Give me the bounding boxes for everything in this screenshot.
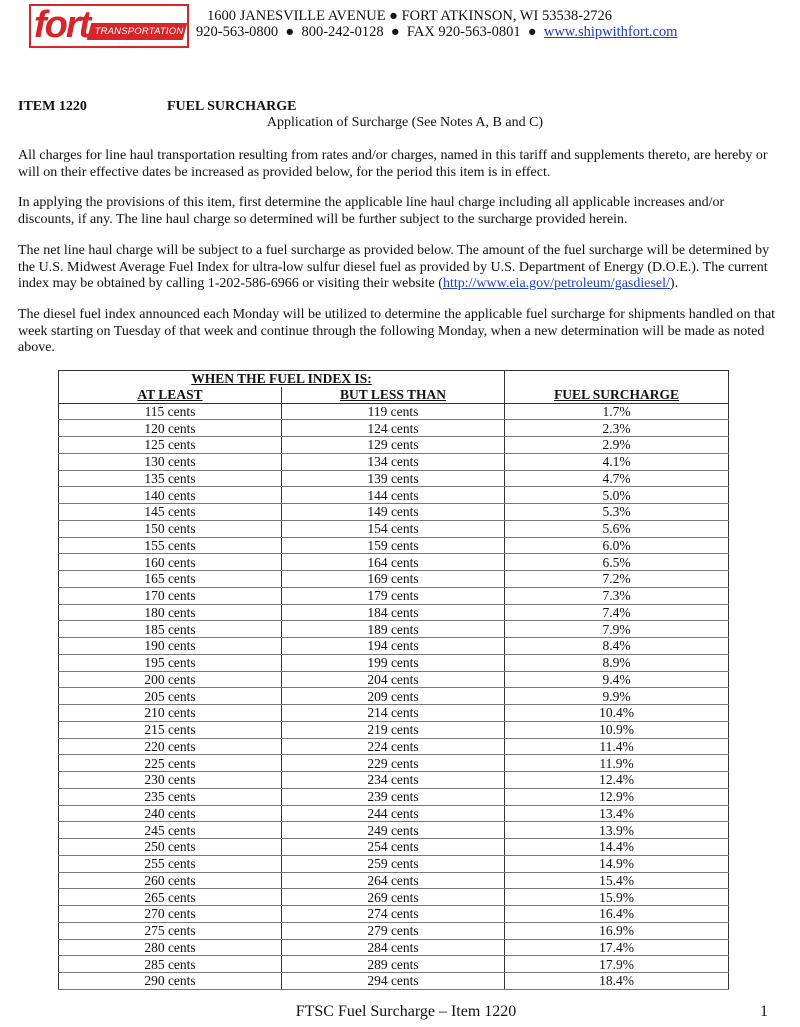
fuel-surcharge-cell: 16.9%	[505, 922, 729, 939]
but-less-than-cell: 269 cents	[282, 889, 505, 906]
table-row	[59, 705, 729, 722]
at-least-cell: 185 cents	[59, 621, 282, 638]
table-row	[59, 487, 729, 504]
paragraph-applying: In applying the provisions of this item, first determine the applicable line haul charge including all applicable increases and/or discounts, if any. The line haul charge so determined will be further subject to the surcharge provided herein.	[18, 195, 725, 227]
but-less-than-cell: 119 cents	[282, 403, 505, 420]
but-less-than-cell: 199 cents	[282, 654, 505, 671]
table-row	[59, 571, 729, 588]
but-less-than-cell: 159 cents	[282, 537, 505, 554]
but-less-than-cell: 164 cents	[282, 554, 505, 571]
but-less-than-cell: 279 cents	[282, 922, 505, 939]
fuel-surcharge-cell: 6.5%	[505, 554, 729, 571]
at-least-cell: 160 cents	[59, 554, 282, 571]
fax-number: FAX 920-563-0801	[406, 24, 521, 40]
but-less-than-cell: 149 cents	[282, 504, 505, 521]
at-least-cell: 120 cents	[59, 420, 282, 437]
column-header-fuel-surcharge: FUEL SURCHARGE	[505, 387, 729, 403]
but-less-than-cell: 204 cents	[282, 671, 505, 688]
table-row	[59, 520, 729, 537]
but-less-than-cell: 194 cents	[282, 638, 505, 655]
paragraph-net-line-haul-text: The net line haul charge will be subject to a fuel surcharge as provided below. The amount of the fuel surcharge will be determined by the U.S. Midwest Average Fuel Index for ultra-low sulfur diesel fuel as provided by U.S. Department of Energy (D.O.E.). The current index may be obtained by calling 1-202-586-6966 or visiting their website (	[18, 243, 770, 291]
fuel-surcharge-cell: 8.9%	[505, 654, 729, 671]
column-header-at-least: AT LEAST	[59, 387, 282, 403]
but-less-than-cell: 294 cents	[282, 973, 505, 990]
table-row	[59, 788, 729, 805]
fuel-surcharge-cell: 17.9%	[505, 956, 729, 973]
fuel-surcharge-cell: 1.7%	[505, 403, 729, 420]
table-row	[59, 671, 729, 688]
table-row	[59, 654, 729, 671]
table-row	[59, 956, 729, 973]
table-row	[59, 755, 729, 772]
fuel-surcharge-cell: 7.4%	[505, 604, 729, 621]
but-less-than-cell: 154 cents	[282, 520, 505, 537]
table-body	[59, 403, 729, 989]
fuel-surcharge-cell: 13.9%	[505, 822, 729, 839]
but-less-than-cell: 274 cents	[282, 906, 505, 923]
item-number: ITEM 1220	[18, 99, 87, 114]
fuel-surcharge-cell: 15.4%	[505, 872, 729, 889]
fuel-surcharge-cell: 5.3%	[505, 504, 729, 521]
but-less-than-cell: 254 cents	[282, 839, 505, 856]
at-least-cell: 190 cents	[59, 638, 282, 655]
at-least-cell: 145 cents	[59, 504, 282, 521]
at-least-cell: 290 cents	[59, 973, 282, 990]
at-least-cell: 220 cents	[59, 738, 282, 755]
paragraph-net-line-haul	[18, 243, 782, 293]
group-header-empty	[505, 371, 729, 387]
table-row	[59, 537, 729, 554]
fuel-surcharge-cell: 18.4%	[505, 973, 729, 990]
fuel-surcharge-cell: 13.4%	[505, 805, 729, 822]
table-row	[59, 822, 729, 839]
eia-website-link[interactable]: http://www.eia.gov/petroleum/gasdiesel/	[442, 276, 670, 291]
at-least-cell: 200 cents	[59, 671, 282, 688]
at-least-cell: 235 cents	[59, 788, 282, 805]
but-less-than-cell: 139 cents	[282, 470, 505, 487]
fuel-surcharge-cell: 15.9%	[505, 889, 729, 906]
fuel-surcharge-cell: 7.9%	[505, 621, 729, 638]
group-header: WHEN THE FUEL INDEX IS:	[59, 371, 505, 387]
but-less-than-cell: 264 cents	[282, 872, 505, 889]
fuel-surcharge-cell: 8.4%	[505, 638, 729, 655]
at-least-cell: 150 cents	[59, 520, 282, 537]
table-row	[59, 889, 729, 906]
tollfree-number: 800-242-0128	[301, 24, 384, 40]
table-row	[59, 403, 729, 420]
at-least-cell: 225 cents	[59, 755, 282, 772]
table-row	[59, 437, 729, 454]
table-row	[59, 922, 729, 939]
table-row	[59, 906, 729, 923]
fuel-surcharge-cell: 9.4%	[505, 671, 729, 688]
table-row	[59, 839, 729, 856]
table-row	[59, 420, 729, 437]
table-row	[59, 604, 729, 621]
table-row	[59, 638, 729, 655]
table-row	[59, 973, 729, 990]
logo-wordmark: fort	[34, 4, 90, 46]
table-row	[59, 554, 729, 571]
header-contact: 920-563-0800 ● 800-242-0128 ● FAX 920-563-0801 ● www.shipwithfort.com	[196, 24, 678, 40]
fuel-surcharge-table	[58, 370, 729, 990]
item-title: FUEL SURCHARGE	[167, 99, 297, 114]
fuel-surcharge-cell: 11.9%	[505, 755, 729, 772]
fuel-surcharge-cell: 16.4%	[505, 906, 729, 923]
logo-subtitle: TRANSPORTATION	[94, 26, 184, 37]
table-row	[59, 738, 729, 755]
paragraph-diesel-index: The diesel fuel index announced each Monday will be utilized to determine the applicable fuel surcharge for shipments handled on that week starting on Tuesday of that week and continue through the following Monday, when a new determination will be made as noted above.	[18, 307, 776, 355]
at-least-cell: 180 cents	[59, 604, 282, 621]
table-row	[59, 721, 729, 738]
table-row	[59, 855, 729, 872]
at-least-cell: 215 cents	[59, 721, 282, 738]
paragraph-charges: All charges for line haul transportation resulting from rates and/or charges, named in this tariff and supplements thereto, are hereby or will on their effective dates be increased as provided below, for the period this item is in effect.	[18, 148, 768, 180]
paragraph-net-line-haul-end: ).	[669, 276, 679, 291]
fuel-surcharge-cell: 9.9%	[505, 688, 729, 705]
fuel-surcharge-cell: 7.3%	[505, 587, 729, 604]
at-least-cell: 155 cents	[59, 537, 282, 554]
at-least-cell: 195 cents	[59, 654, 282, 671]
at-least-cell: 170 cents	[59, 587, 282, 604]
table-row	[59, 939, 729, 956]
but-less-than-cell: 169 cents	[282, 571, 505, 588]
table-row	[59, 805, 729, 822]
table-row	[59, 772, 729, 789]
at-least-cell: 270 cents	[59, 906, 282, 923]
header-address: 1600 JANESVILLE AVENUE ● FORT ATKINSON, WI 53538-2726	[207, 8, 613, 24]
but-less-than-cell: 229 cents	[282, 755, 505, 772]
fuel-surcharge-cell: 14.9%	[505, 855, 729, 872]
at-least-cell: 250 cents	[59, 839, 282, 856]
fuel-surcharge-cell: 6.0%	[505, 537, 729, 554]
but-less-than-cell: 144 cents	[282, 487, 505, 504]
table-row	[59, 688, 729, 705]
at-least-cell: 230 cents	[59, 772, 282, 789]
but-less-than-cell: 234 cents	[282, 772, 505, 789]
but-less-than-cell: 239 cents	[282, 788, 505, 805]
table-row	[59, 621, 729, 638]
website-link[interactable]: www.shipwithfort.com	[543, 24, 678, 40]
phone-number: 920-563-0800	[196, 24, 279, 40]
fuel-surcharge-cell: 10.4%	[505, 705, 729, 722]
at-least-cell: 165 cents	[59, 571, 282, 588]
at-least-cell: 130 cents	[59, 453, 282, 470]
but-less-than-cell: 184 cents	[282, 604, 505, 621]
fuel-surcharge-cell: 12.4%	[505, 772, 729, 789]
but-less-than-cell: 189 cents	[282, 621, 505, 638]
fuel-surcharge-cell: 5.6%	[505, 520, 729, 537]
at-least-cell: 260 cents	[59, 872, 282, 889]
table-row	[59, 872, 729, 889]
at-least-cell: 140 cents	[59, 487, 282, 504]
fuel-surcharge-cell: 12.9%	[505, 788, 729, 805]
but-less-than-cell: 129 cents	[282, 437, 505, 454]
fuel-surcharge-cell: 7.2%	[505, 571, 729, 588]
at-least-cell: 280 cents	[59, 939, 282, 956]
but-less-than-cell: 289 cents	[282, 956, 505, 973]
table-group-header-row	[59, 371, 729, 387]
but-less-than-cell: 224 cents	[282, 738, 505, 755]
fuel-surcharge-cell: 5.0%	[505, 487, 729, 504]
table-row	[59, 504, 729, 521]
column-header-but-less-than: BUT LESS THAN	[282, 387, 505, 403]
but-less-than-cell: 134 cents	[282, 453, 505, 470]
at-least-cell: 285 cents	[59, 956, 282, 973]
fuel-surcharge-cell: 10.9%	[505, 721, 729, 738]
table-column-header-row	[59, 387, 729, 403]
table-row	[59, 470, 729, 487]
but-less-than-cell: 284 cents	[282, 939, 505, 956]
fuel-surcharge-cell: 11.4%	[505, 738, 729, 755]
but-less-than-cell: 259 cents	[282, 855, 505, 872]
but-less-than-cell: 124 cents	[282, 420, 505, 437]
page-number: 1	[760, 1003, 768, 1020]
but-less-than-cell: 219 cents	[282, 721, 505, 738]
fuel-surcharge-cell: 4.7%	[505, 470, 729, 487]
footer-title: FTSC Fuel Surcharge – Item 1220	[295, 1003, 517, 1020]
but-less-than-cell: 244 cents	[282, 805, 505, 822]
at-least-cell: 205 cents	[59, 688, 282, 705]
but-less-than-cell: 214 cents	[282, 705, 505, 722]
table-row	[59, 453, 729, 470]
at-least-cell: 210 cents	[59, 705, 282, 722]
at-least-cell: 240 cents	[59, 805, 282, 822]
fuel-surcharge-cell: 2.9%	[505, 437, 729, 454]
fuel-surcharge-cell: 2.3%	[505, 420, 729, 437]
fuel-surcharge-cell: 14.4%	[505, 839, 729, 856]
item-subtitle: Application of Surcharge (See Notes A, B and C)	[266, 115, 544, 130]
but-less-than-cell: 209 cents	[282, 688, 505, 705]
at-least-cell: 275 cents	[59, 922, 282, 939]
at-least-cell: 245 cents	[59, 822, 282, 839]
but-less-than-cell: 179 cents	[282, 587, 505, 604]
at-least-cell: 265 cents	[59, 889, 282, 906]
at-least-cell: 135 cents	[59, 470, 282, 487]
but-less-than-cell: 249 cents	[282, 822, 505, 839]
at-least-cell: 125 cents	[59, 437, 282, 454]
fuel-surcharge-cell: 17.4%	[505, 939, 729, 956]
fuel-surcharge-cell: 4.1%	[505, 453, 729, 470]
table-row	[59, 587, 729, 604]
company-logo	[29, 4, 189, 48]
at-least-cell: 255 cents	[59, 855, 282, 872]
at-least-cell: 115 cents	[59, 403, 282, 420]
